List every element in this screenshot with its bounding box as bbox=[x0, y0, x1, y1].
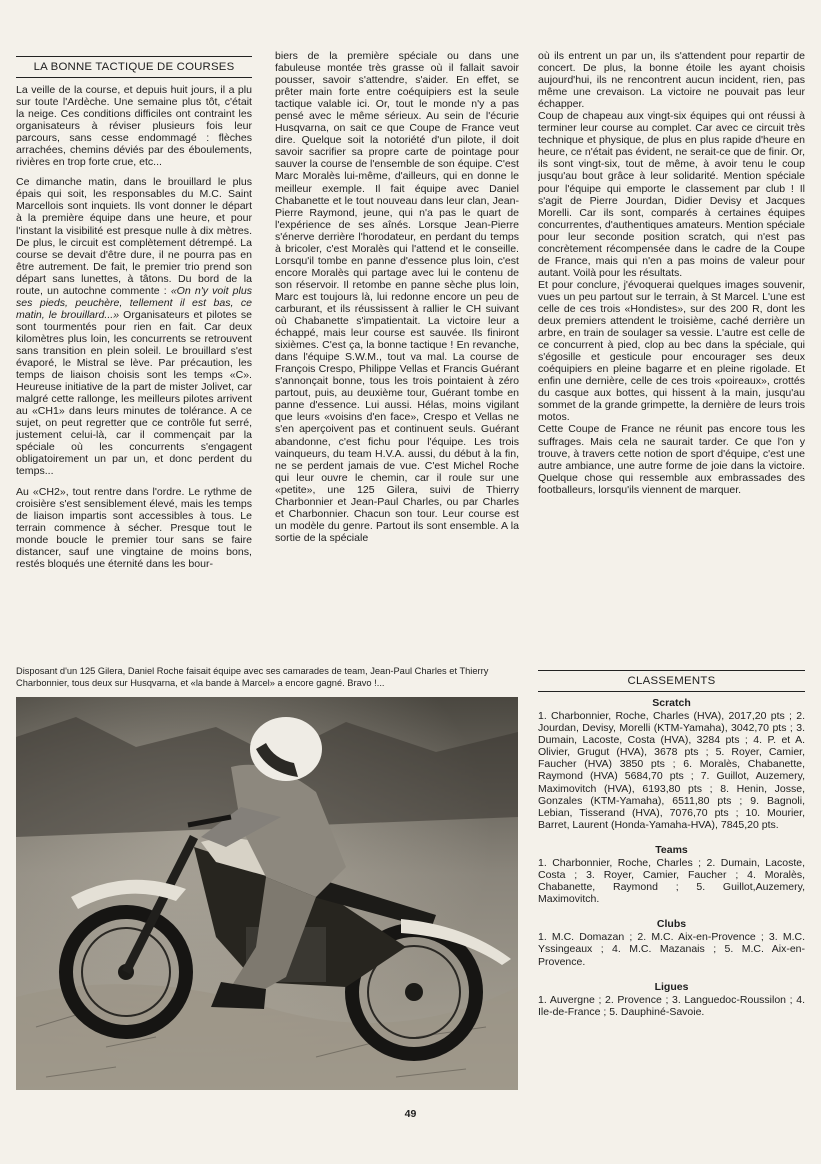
teams-results: 1. Charbonnier, Roche, Charles ; 2. Dumain, Lacoste, Costa ; 3. Royer, Camier, Faucher ; 4. Moralès, Chabanette, Raymond ; 5. Guillot,Auzemery, Maximovitch. bbox=[538, 856, 805, 906]
paragraph: Cette Coupe de France ne réunit pas encore tous les suffrages. Mais cela ne saurait tarder. Ce que l'on y trouve, à travers cette notion de sport d'équipe, c'est une autre ambiance, une autre forme de joie dans la victoire. Quelque chose qui ressemble aux embrassades des footballeurs, lorsqu'ils viennent de marquer. bbox=[538, 423, 805, 496]
clubs-results: 1. M.C. Domazan ; 2. M.C. Aix-en-Provence ; 3. M.C. Yssingeaux ; 4. M.C. Mazanais ; 5. M.C. Aix-en-Provence. bbox=[538, 931, 805, 968]
page-number: 49 bbox=[404, 1108, 417, 1120]
paragraph-text: Organisateurs et pilotes se sont tourmentés pour rien en fait. Car deux kilomètres plus loin, les concurrents se retrouvent sans transition en plein soleil. Le brouillard s'est évaporé, le Mistral se lève. Par précaution, les temps de liaison choisis sont les temps «C». Heureuse initiative de la part de mister Jolivet, car malgré cette rallonge, les meilleurs pilotes arrivent au «CH1» dans leurs minutes de tolérance. A ce sujet, on peut regretter que ce contrôle fut serré, justement celui-là, car il commençait par la spéciale où les concurrents s'engagent obligatoirement un par un, et donc perdent du temps... bbox=[16, 308, 252, 478]
motocross-photo bbox=[16, 697, 518, 1090]
article-column-3 bbox=[538, 50, 805, 660]
scratch-results: 1. Charbonnier, Roche, Charles (HVA), 2017,20 pts ; 2. Jourdan, Devisy, Morelli (KTM-Yamaha), 3042,70 pts ; 3. Dumain, Lacoste, Costa (HVA), 3284 pts ; 4. P. et A. Olivier, Grugut (HVA), 3678 pts ; 5. Royer, Camier, Faucher (HVA) 3850 pts ; 6. Moralès, Chabanette, Raymond (HVA) 5684,70 pts ; 7. Guillot, Auzemery, Maximovitch (HVA), 6193,80 pts ; 8. Henin, Josse, Gonzales (KTM-Yamaha), 6511,80 pts ; 9. Bagnoli, Lebian, Tisserand (HVA), 7076,70 pts ; 10. Mourier, Barret, Laurent (Honda-Yamaha-HVA), 7845,20 pts. bbox=[538, 710, 805, 831]
paragraph: où ils entrent un par un, ils s'attendent pour repartir de concert. De plus, la bonne étoile les ayant choisis aujourd'hui, ils ne rencontrent aucun incident, rien, pas même une crevaison. La victoire ne pouvait pas leur échapper. bbox=[538, 50, 805, 111]
ligues-results: 1. Auvergne ; 2. Provence ; 3. Languedoc-Roussilon ; 4. Ile-de-France ; 5. Dauphiné-Savoie. bbox=[538, 993, 805, 1018]
teams-title: Teams bbox=[655, 843, 688, 856]
quote: «On n'y voit plus ses pieds, peuchère, tellement il est bas, ce matin, le brouillard...» bbox=[16, 284, 252, 321]
ligues-title: Ligues bbox=[654, 980, 689, 993]
paragraph-text: Ce dimanche matin, dans le brouillard le plus épais qui soit, les responsables du M.C. Saint Marcellois sont inquiets. Ils vont donner le départ à la première équipe dans une heure, et pour l'instant la visibilité est presque nulle à dix mètres. De plus, le circuit est complètement détrempé. La course se devait d'être dure, il ne pourra pas en être autrement. De fait, le premier trio prend son départ sans lunettes, à tâtons. Du bord de la route, un autochne commente : bbox=[16, 176, 252, 297]
photo-caption: Disposant d'un 125 Gilera, Daniel Roche faisait équipe avec ses camarades de team, Jean-Paul Charles et Thierry Charbonnier, tous deux sur Husqvarna, et «la bande à Marcel» a encore gagné. Bravo !... bbox=[16, 666, 489, 688]
classements-heading: CLASSEMENTS bbox=[538, 670, 805, 692]
article-column-1 bbox=[16, 84, 252, 644]
article-heading: LA BONNE TACTIQUE DE COURSES bbox=[16, 56, 252, 78]
article-column-2 bbox=[275, 50, 519, 644]
paragraph: biers de la première spéciale ou dans une fabuleuse montée très grasse où il fallait savoir pousser, savoir s'attendre, s'aider. En effet, se prêter main forte entre coéquipiers est la seule tactique valable ici. Or, tout le monde n'y a pas pensé avec le même sérieux. Au sein de l'écurie Husqvarna, on sait ce que Coupe de France veut dire. Quelque soit la notoriété d'un pilote, il doit savoir sacrifier sa propre carte de pointage pour sauver la course de l'ensemble de son équipe. C'est Marc Moralès lui-même, d'ailleurs, qui en donne le meilleur exemple. Il fait équipe avec Daniel Chabanette et le tout nouveau dans leur clan, Jean-Pierre Raymond, jeune, qui n'a pas le quart de l'expérience de ses aînés. Lorsque Jean-Pierre s'énerve derrière l'horodateur, en perdant du temps à bricoler, c'est Moralès qui l'attend et le conseille. Lorsqu'il tombe en panne d'essence plus loin, c'est encore Moralès qui partage avec lui le contenu de son réservoir. Il retombe en panne sèche plus loin, Marc est toujours là, lui redonne encore un peu de carburant, et ils réussissent à rallier le CH suivant où Chabanette s'impatientait. La victoire leur a échappé, mais leur course est sauvée. Ils finiront sixièmes. C'est ça, la bonne tactique ! En revanche, dans l'équipe S.W.M., tout va mal. La course de François Crespo, Philippe Vellas et Francis Guérant s'annonçait bonne, tous les trois pointaient à zéro partout, puis, au deuxième tour, Guérant tombe en panne d'essence. Lui aussi. Hélas, moins vigilant que leurs «voisins d'en face», Crespo et Vellas ne s'en aperçoivent pas et continuent seuls. Guérant abandonne, c'est fichu pour l'équipe. Les trois vainqueurs, du team H.V.A. aussi, du début à la fin, ne se perdent jamais de vue. C'est Michel Roche qui leur ouvre le chemin, car il roule sur une «petite», une 125 Gilera, suivi de Thierry Charbonnier et Jean-Paul Charles, ou par Charles et Charbonnier. Chacun son tour. Leur course est un modèle du genre. Partout ils sont ensemble. A la sortie de la spéciale bbox=[275, 50, 519, 544]
classements-section bbox=[538, 696, 805, 1030]
paragraph: Au «CH2», tout rentre dans l'ordre. Le rythme de croisière s'est sensiblement élevé, mais les temps de liaison impartis sont accessibles à tous. Le terrain commence à sécher. Presque tout le monde boucle le premier tour sans se faire distancer, sauf une vingtaine de moins bons, restés bloqués une éternité dans les bour- bbox=[16, 485, 252, 570]
paragraph: Coup de chapeau aux vingt-six équipes qui ont réussi à terminer leur course au complet. Car avec ce circuit très technique et physique, de plus en plus rapide d'heure en heure, ce n'était pas évident, ne serait-ce que de finir. Or, ils sont vingt-six, tout de même, à avoir tenu le coup jusqu'au bout grâce à leur solidarité. Mention spéciale pour l'équipe qui emporte le classement par club ! Il s'agit de Pierre Jourdan, Didier Devisy et Jacques Morelli. Car ils sont, comparés à certaines équipes concurrentes, d'authentiques amateurs. Mention spéciale pour leur seconde position scratch, qui n'est pas concrètement récompensée dans le cadre de la Coupe de France, mais qui n'en a pas moins de valeur pour autant. Voilà pour les résultats. bbox=[538, 110, 805, 279]
scratch-title: Scratch bbox=[652, 697, 691, 709]
paragraph: Et pour conclure, j'évoquerai quelques images souvenir, vues un peu partout sur le terrain, à St Marcel. L'une est celle de ces trois «Hondistes», sur des 200 R, dont les deux premiers attendent le troisième, caché derrière un arbre, en train de soulager sa vessie. L'autre est celle de ce concurrent à pied, clop au bec dans la spéciale, qui s'égosille et gesticule pour encourager ses deux coéquipiers en pleine bagarre et en pleine rigolade. Et enfin une dernière, celle de ces trois «poireaux», crottés du casque aux bottes, qui hissent à la main, jusqu'au sommet de la grande grimpette, la dernière de leurs trois motos. bbox=[538, 278, 805, 424]
paragraph bbox=[16, 176, 252, 477]
paragraph: La veille de la course, et depuis huit jours, il a plu sur toute l'Ardèche. Une semaine plus tôt, c'était la neige. Ces conditions difficiles ont contraint les organisateurs à réviser plusieurs fois leur parcours, sans cesse endommagé : flèches arrachées, chemins déviés par des éboulements, rivières en trop forte crue, etc... bbox=[16, 84, 252, 169]
clubs-title: Clubs bbox=[656, 918, 687, 931]
